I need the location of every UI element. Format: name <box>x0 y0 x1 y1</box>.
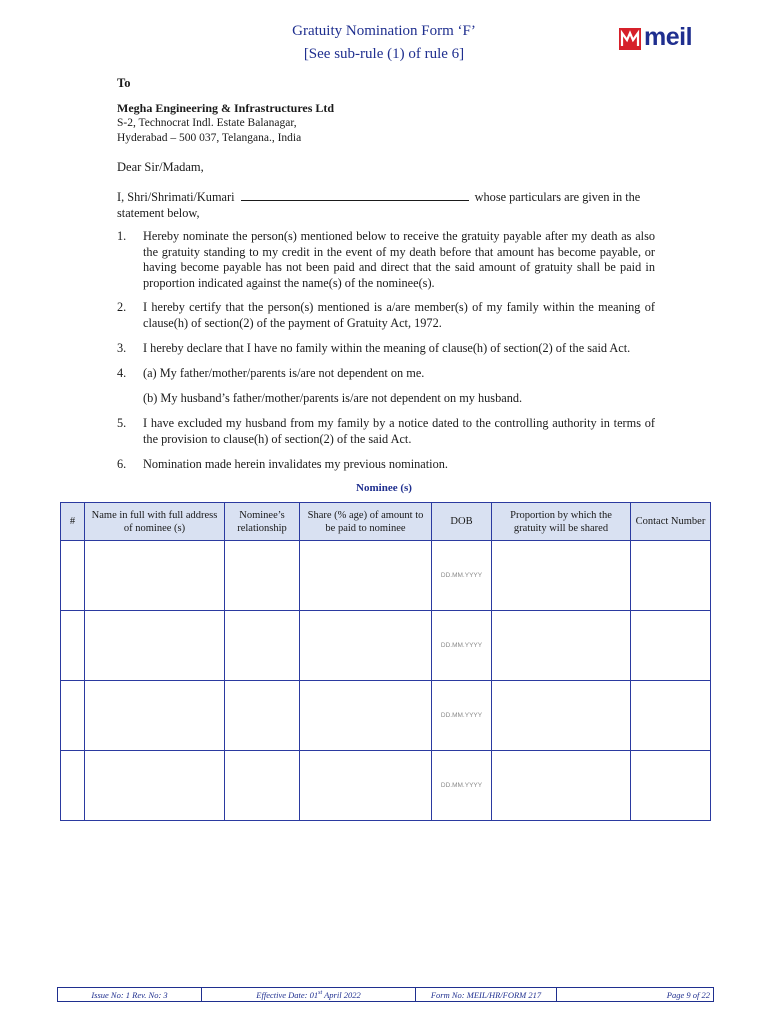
nominee-table-title: Nominee (s) <box>356 482 412 494</box>
item-text: I hereby declare that I have no family within the meaning of clause(h) of section(2) of the said Act. <box>143 341 631 355</box>
cell-number[interactable] <box>61 611 85 681</box>
item-text: Hereby nominate the person(s) mentioned below to receive the gratuity payable after my death as also the gratuity standing to my credit in the event of my death before that amount has become payable, or having become payable has not been paid and direct that the said amount of gratuity shall be paid in proportion indicated against the name(s) of the nominee(s). <box>143 229 655 290</box>
item-number: 3. <box>117 341 127 355</box>
meil-logo-mark-icon <box>619 28 641 50</box>
footer-page-number: Page 9 of 22 <box>557 988 714 1002</box>
column-header-contact: Contact Number <box>631 503 711 541</box>
footer-form-number: Form No: MEIL/HR/FORM 217 <box>416 988 557 1002</box>
effective-date-suffix: April 2022 <box>322 989 361 1000</box>
cell-proportion[interactable] <box>492 611 631 681</box>
cell-relationship[interactable] <box>225 541 300 611</box>
column-header-dob: DOB <box>432 503 492 541</box>
intro-statement <box>117 188 657 221</box>
form-title: Gratuity Nomination Form ‘F’ <box>292 23 476 39</box>
effective-date-sup: st <box>318 989 323 996</box>
nominator-name-field[interactable] <box>241 188 469 201</box>
nominee-table <box>60 502 711 821</box>
logo-text: meil <box>644 23 693 51</box>
table-row <box>61 541 711 611</box>
cell-dob[interactable]: DD.MM.YYYY <box>432 681 492 751</box>
address-line-2: Hyderabad – 500 037, Telangana., India <box>117 132 302 144</box>
cell-share[interactable] <box>300 541 432 611</box>
cell-number[interactable] <box>61 541 85 611</box>
item-text: (b) My husband’s father/mother/parents is/are not dependent on my husband. <box>143 391 523 405</box>
cell-contact[interactable] <box>631 611 711 681</box>
table-row <box>61 681 711 751</box>
column-header-share: Share (% age) of amount to be paid to nominee <box>300 503 432 541</box>
to-label: To <box>117 76 131 90</box>
table-header-row <box>61 503 711 541</box>
item-text: Nomination made herein invalidates my previous nomination. <box>143 457 448 471</box>
cell-share[interactable] <box>300 681 432 751</box>
cell-dob[interactable]: DD.MM.YYYY <box>432 751 492 821</box>
column-header-number: # <box>61 503 85 541</box>
item-text: (a) My father/mother/parents is/are not dependent on me. <box>143 366 425 380</box>
cell-contact[interactable] <box>631 541 711 611</box>
intro-prefix: I, Shri/Shrimati/Kumari <box>117 190 235 204</box>
cell-dob[interactable]: DD.MM.YYYY <box>432 611 492 681</box>
cell-proportion[interactable] <box>492 541 631 611</box>
addressee-block <box>117 101 334 146</box>
form-subtitle: [See sub-rule (1) of rule 6] <box>303 46 465 62</box>
cell-name[interactable] <box>85 541 225 611</box>
cell-proportion[interactable] <box>492 681 631 751</box>
salutation: Dear Sir/Madam, <box>117 160 204 174</box>
item-number: 4. <box>117 366 127 380</box>
cell-dob[interactable]: DD.MM.YYYY <box>432 541 492 611</box>
cell-contact[interactable] <box>631 681 711 751</box>
intro-suffix: whose particulars are given in the statement below, <box>117 190 641 220</box>
column-header-name: Name in full with full address of nominee (s) <box>85 503 225 541</box>
column-header-relationship: Nominee’s relationship <box>225 503 300 541</box>
cell-share[interactable] <box>300 751 432 821</box>
cell-name[interactable] <box>85 681 225 751</box>
cell-name[interactable] <box>85 611 225 681</box>
cell-share[interactable] <box>300 611 432 681</box>
effective-date-prefix: Effective Date: 01 <box>256 989 319 1000</box>
document-footer <box>57 987 714 1002</box>
footer-issue: Issue No: 1 Rev. No: 3 <box>58 988 202 1002</box>
company-logo <box>619 23 709 51</box>
cell-relationship[interactable] <box>225 751 300 821</box>
item-number: 1. <box>117 229 127 243</box>
column-header-proportion: Proportion by which the gratuity will be shared <box>492 503 631 541</box>
footer-effective-date <box>202 988 416 1002</box>
cell-name[interactable] <box>85 751 225 821</box>
cell-number[interactable] <box>61 751 85 821</box>
item-text: I hereby certify that the person(s) mentioned is a/are member(s) of my family within the meaning of clause(h) of section(2) of the payment of Gratuity Act, 1972. <box>143 300 655 330</box>
cell-proportion[interactable] <box>492 751 631 821</box>
item-number: 2. <box>117 300 127 314</box>
item-text: I have excluded my husband from my family by a notice dated to the controlling authority in terms of the provision to clause(h) of section(2) of the said Act. <box>143 416 655 446</box>
company-name: Megha Engineering & Infrastructures Ltd <box>117 101 335 115</box>
item-number: 5. <box>117 416 127 430</box>
cell-contact[interactable] <box>631 751 711 821</box>
table-row <box>61 751 711 821</box>
address-line-1: S-2, Technocrat Indl. Estate Balanagar, <box>117 117 297 129</box>
item-number: 6. <box>117 457 127 471</box>
table-row <box>61 611 711 681</box>
cell-relationship[interactable] <box>225 611 300 681</box>
cell-relationship[interactable] <box>225 681 300 751</box>
cell-number[interactable] <box>61 681 85 751</box>
